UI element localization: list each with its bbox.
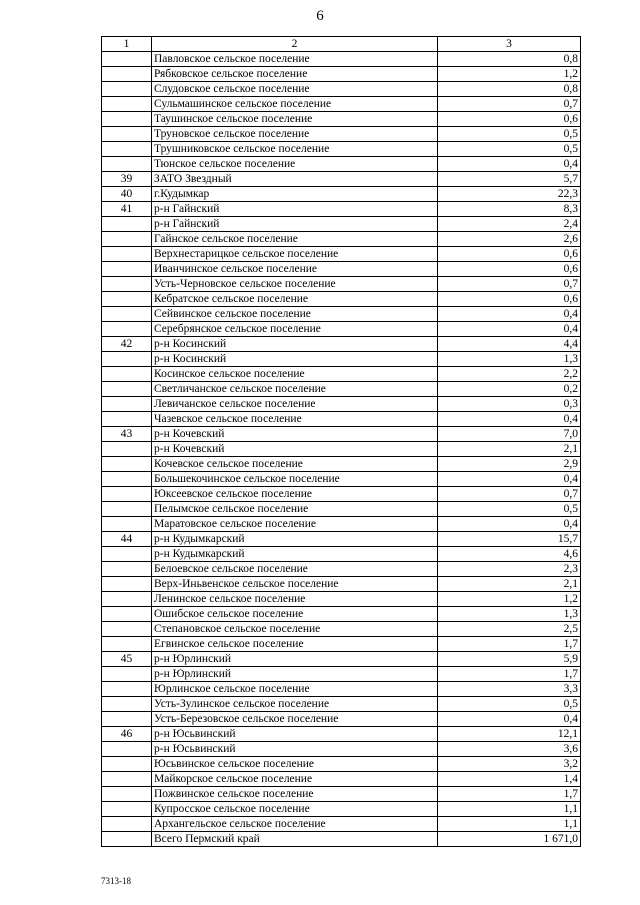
row-value: 0,7 bbox=[438, 277, 581, 292]
row-value: 2,4 bbox=[438, 217, 581, 232]
table-row bbox=[102, 607, 581, 622]
row-name: Павловское сельское поселение bbox=[152, 52, 438, 67]
row-value: 1,7 bbox=[438, 637, 581, 652]
table-row bbox=[102, 637, 581, 652]
row-value: 0,2 bbox=[438, 382, 581, 397]
row-number: 46 bbox=[102, 727, 152, 742]
row-name: Степановское сельское поселение bbox=[152, 622, 438, 637]
row-number bbox=[102, 67, 152, 82]
row-number bbox=[102, 277, 152, 292]
row-number bbox=[102, 352, 152, 367]
row-number bbox=[102, 442, 152, 457]
row-name: Юрлинское сельское поселение bbox=[152, 682, 438, 697]
row-number bbox=[102, 637, 152, 652]
row-value: 2,9 bbox=[438, 457, 581, 472]
row-value: 8,3 bbox=[438, 202, 581, 217]
table-row bbox=[102, 67, 581, 82]
row-name: р-н Кудымкарский bbox=[152, 532, 438, 547]
table-header-row bbox=[102, 37, 581, 52]
row-name: Юсьвинское сельское поселение bbox=[152, 757, 438, 772]
row-value: 1,2 bbox=[438, 67, 581, 82]
table-row bbox=[102, 97, 581, 112]
row-name: Усть-Черновское сельское поселение bbox=[152, 277, 438, 292]
table-row bbox=[102, 517, 581, 532]
row-name: Сейвинское сельское поселение bbox=[152, 307, 438, 322]
row-value: 0,5 bbox=[438, 142, 581, 157]
row-value: 0,6 bbox=[438, 262, 581, 277]
row-value: 5,7 bbox=[438, 172, 581, 187]
row-name: Верхнестарицкое сельское поселение bbox=[152, 247, 438, 262]
row-name: Труновское сельское поселение bbox=[152, 127, 438, 142]
table-row bbox=[102, 487, 581, 502]
row-number bbox=[102, 592, 152, 607]
table-row bbox=[102, 322, 581, 337]
table-row bbox=[102, 352, 581, 367]
row-number bbox=[102, 712, 152, 727]
column-header-1: 1 bbox=[102, 37, 152, 52]
table-row bbox=[102, 127, 581, 142]
row-value: 0,4 bbox=[438, 322, 581, 337]
table-row bbox=[102, 397, 581, 412]
row-name: Егвинское сельское поселение bbox=[152, 637, 438, 652]
table-row bbox=[102, 547, 581, 562]
table-row bbox=[102, 247, 581, 262]
row-number bbox=[102, 487, 152, 502]
row-number bbox=[102, 622, 152, 637]
row-value: 0,6 bbox=[438, 247, 581, 262]
row-number bbox=[102, 757, 152, 772]
table-row bbox=[102, 412, 581, 427]
row-number bbox=[102, 832, 152, 847]
row-number bbox=[102, 262, 152, 277]
row-value: 0,8 bbox=[438, 52, 581, 67]
row-number bbox=[102, 412, 152, 427]
table-row bbox=[102, 832, 581, 847]
row-name: Гайнское сельское поселение bbox=[152, 232, 438, 247]
row-number: 44 bbox=[102, 532, 152, 547]
row-value: 4,4 bbox=[438, 337, 581, 352]
row-value: 0,7 bbox=[438, 97, 581, 112]
table-row bbox=[102, 187, 581, 202]
row-value: 1,3 bbox=[438, 352, 581, 367]
table-body bbox=[102, 52, 581, 847]
row-number bbox=[102, 547, 152, 562]
row-name: р-н Юсьвинский bbox=[152, 727, 438, 742]
table-row bbox=[102, 142, 581, 157]
table-row bbox=[102, 742, 581, 757]
row-value: 2,2 bbox=[438, 367, 581, 382]
row-value: 0,5 bbox=[438, 127, 581, 142]
table-row bbox=[102, 337, 581, 352]
table-row bbox=[102, 697, 581, 712]
row-name: Майкорское сельское поселение bbox=[152, 772, 438, 787]
table-row bbox=[102, 367, 581, 382]
row-number bbox=[102, 97, 152, 112]
row-name: р-н Юрлинский bbox=[152, 652, 438, 667]
row-value: 2,3 bbox=[438, 562, 581, 577]
row-name: Левичанское сельское поселение bbox=[152, 397, 438, 412]
row-name: Архангельское сельское поселение bbox=[152, 817, 438, 832]
table-row bbox=[102, 532, 581, 547]
row-number bbox=[102, 607, 152, 622]
row-value: 0,4 bbox=[438, 157, 581, 172]
table-row bbox=[102, 667, 581, 682]
row-name: р-н Юрлинский bbox=[152, 667, 438, 682]
row-name: Таушинское сельское поселение bbox=[152, 112, 438, 127]
row-value: 0,4 bbox=[438, 412, 581, 427]
table-row bbox=[102, 682, 581, 697]
row-name: Ленинское сельское поселение bbox=[152, 592, 438, 607]
table-row bbox=[102, 82, 581, 97]
table-row bbox=[102, 427, 581, 442]
table-row bbox=[102, 52, 581, 67]
table-row bbox=[102, 112, 581, 127]
row-name: г.Кудымкар bbox=[152, 187, 438, 202]
table-row bbox=[102, 772, 581, 787]
row-value: 0,4 bbox=[438, 517, 581, 532]
table-row bbox=[102, 817, 581, 832]
table-row bbox=[102, 307, 581, 322]
row-number bbox=[102, 157, 152, 172]
row-name: Слудовское сельское поселение bbox=[152, 82, 438, 97]
row-name: р-н Косинский bbox=[152, 337, 438, 352]
row-number: 39 bbox=[102, 172, 152, 187]
table-row bbox=[102, 592, 581, 607]
row-number: 41 bbox=[102, 202, 152, 217]
row-name: р-н Косинский bbox=[152, 352, 438, 367]
row-name: Большекочинское сельское поселение bbox=[152, 472, 438, 487]
row-value: 0,4 bbox=[438, 712, 581, 727]
table-row bbox=[102, 577, 581, 592]
table-row bbox=[102, 652, 581, 667]
row-name: р-н Кудымкарский bbox=[152, 547, 438, 562]
row-value: 2,6 bbox=[438, 232, 581, 247]
row-value: 15,7 bbox=[438, 532, 581, 547]
row-value: 2,5 bbox=[438, 622, 581, 637]
row-number bbox=[102, 457, 152, 472]
row-name: Пожвинское сельское поселение bbox=[152, 787, 438, 802]
row-number bbox=[102, 697, 152, 712]
table-row bbox=[102, 382, 581, 397]
footer-code: 7313-18 bbox=[101, 876, 131, 886]
row-value: 0,6 bbox=[438, 292, 581, 307]
row-name: Косинское сельское поселение bbox=[152, 367, 438, 382]
table-row bbox=[102, 157, 581, 172]
row-number bbox=[102, 82, 152, 97]
row-value: 0,5 bbox=[438, 697, 581, 712]
row-number bbox=[102, 787, 152, 802]
row-value: 0,5 bbox=[438, 502, 581, 517]
row-name: Рябковское сельское поселение bbox=[152, 67, 438, 82]
row-name: Светличанское сельское поселение bbox=[152, 382, 438, 397]
column-header-3: 3 bbox=[438, 37, 581, 52]
table-row bbox=[102, 292, 581, 307]
row-number bbox=[102, 382, 152, 397]
row-number bbox=[102, 52, 152, 67]
row-name: Кочевское сельское поселение bbox=[152, 457, 438, 472]
row-name: Иванчинское сельское поселение bbox=[152, 262, 438, 277]
table-row bbox=[102, 802, 581, 817]
row-name: р-н Гайнский bbox=[152, 217, 438, 232]
row-value: 5,9 bbox=[438, 652, 581, 667]
row-name: Кебратское сельское поселение bbox=[152, 292, 438, 307]
row-value: 1,1 bbox=[438, 802, 581, 817]
row-number bbox=[102, 142, 152, 157]
row-name: Всего Пермский край bbox=[152, 832, 438, 847]
row-number: 42 bbox=[102, 337, 152, 352]
row-name: Купросское сельское поселение bbox=[152, 802, 438, 817]
table-row bbox=[102, 172, 581, 187]
table-row bbox=[102, 727, 581, 742]
table-row bbox=[102, 442, 581, 457]
row-value: 3,3 bbox=[438, 682, 581, 697]
row-number bbox=[102, 667, 152, 682]
row-number: 40 bbox=[102, 187, 152, 202]
row-name: Белоевское сельское поселение bbox=[152, 562, 438, 577]
row-value: 4,6 bbox=[438, 547, 581, 562]
row-name: Чазевское сельское поселение bbox=[152, 412, 438, 427]
table-row bbox=[102, 502, 581, 517]
table-row bbox=[102, 712, 581, 727]
table-row bbox=[102, 787, 581, 802]
table-row bbox=[102, 217, 581, 232]
row-value: 1,7 bbox=[438, 667, 581, 682]
table-row bbox=[102, 472, 581, 487]
row-name: р-н Юсьвинский bbox=[152, 742, 438, 757]
row-number: 45 bbox=[102, 652, 152, 667]
row-number bbox=[102, 322, 152, 337]
row-name: Серебрянское сельское поселение bbox=[152, 322, 438, 337]
row-name: р-н Гайнский bbox=[152, 202, 438, 217]
row-number bbox=[102, 517, 152, 532]
row-number bbox=[102, 367, 152, 382]
row-number bbox=[102, 802, 152, 817]
row-number bbox=[102, 217, 152, 232]
row-value: 0,7 bbox=[438, 487, 581, 502]
row-name: р-н Кочевский bbox=[152, 442, 438, 457]
row-number bbox=[102, 742, 152, 757]
row-number bbox=[102, 112, 152, 127]
row-name: Сульмашинское сельское поселение bbox=[152, 97, 438, 112]
row-number bbox=[102, 472, 152, 487]
row-name: Пелымское сельское поселение bbox=[152, 502, 438, 517]
row-value: 1,1 bbox=[438, 817, 581, 832]
row-number bbox=[102, 817, 152, 832]
row-number bbox=[102, 232, 152, 247]
row-value: 0,6 bbox=[438, 112, 581, 127]
row-value: 0,8 bbox=[438, 82, 581, 97]
row-value: 12,1 bbox=[438, 727, 581, 742]
row-value: 2,1 bbox=[438, 442, 581, 457]
row-name: Верх-Иньвенское сельское поселение bbox=[152, 577, 438, 592]
row-number bbox=[102, 562, 152, 577]
column-header-2: 2 bbox=[152, 37, 438, 52]
row-value: 1,2 bbox=[438, 592, 581, 607]
row-number bbox=[102, 292, 152, 307]
table-row bbox=[102, 457, 581, 472]
row-number bbox=[102, 772, 152, 787]
row-number bbox=[102, 247, 152, 262]
row-name: Юксеевское сельское поселение bbox=[152, 487, 438, 502]
row-value: 1 671,0 bbox=[438, 832, 581, 847]
row-number bbox=[102, 577, 152, 592]
table-row bbox=[102, 562, 581, 577]
row-value: 7,0 bbox=[438, 427, 581, 442]
row-value: 1,4 bbox=[438, 772, 581, 787]
page-number: 6 bbox=[316, 8, 324, 24]
row-number bbox=[102, 307, 152, 322]
row-name: Маратовское сельское поселение bbox=[152, 517, 438, 532]
row-name: Усть-Зулинское сельское поселение bbox=[152, 697, 438, 712]
row-name: Тюнское сельское поселение bbox=[152, 157, 438, 172]
table-row bbox=[102, 277, 581, 292]
row-value: 3,6 bbox=[438, 742, 581, 757]
table-row bbox=[102, 202, 581, 217]
row-value: 1,7 bbox=[438, 787, 581, 802]
table-row bbox=[102, 757, 581, 772]
row-name: р-н Кочевский bbox=[152, 427, 438, 442]
row-number bbox=[102, 502, 152, 517]
allocation-table bbox=[101, 36, 581, 847]
row-number bbox=[102, 397, 152, 412]
row-name: Ошибское сельское поселение bbox=[152, 607, 438, 622]
row-value: 0,4 bbox=[438, 472, 581, 487]
table-row bbox=[102, 622, 581, 637]
row-name: Трушниковское сельское поселение bbox=[152, 142, 438, 157]
row-number bbox=[102, 682, 152, 697]
table-row bbox=[102, 232, 581, 247]
row-value: 22,3 bbox=[438, 187, 581, 202]
row-number bbox=[102, 127, 152, 142]
row-value: 3,2 bbox=[438, 757, 581, 772]
table-row bbox=[102, 262, 581, 277]
row-value: 1,3 bbox=[438, 607, 581, 622]
row-name: Усть-Березовское сельское поселение bbox=[152, 712, 438, 727]
row-number: 43 bbox=[102, 427, 152, 442]
row-value: 0,4 bbox=[438, 307, 581, 322]
row-name: ЗАТО Звездный bbox=[152, 172, 438, 187]
row-value: 0,3 bbox=[438, 397, 581, 412]
row-value: 2,1 bbox=[438, 577, 581, 592]
